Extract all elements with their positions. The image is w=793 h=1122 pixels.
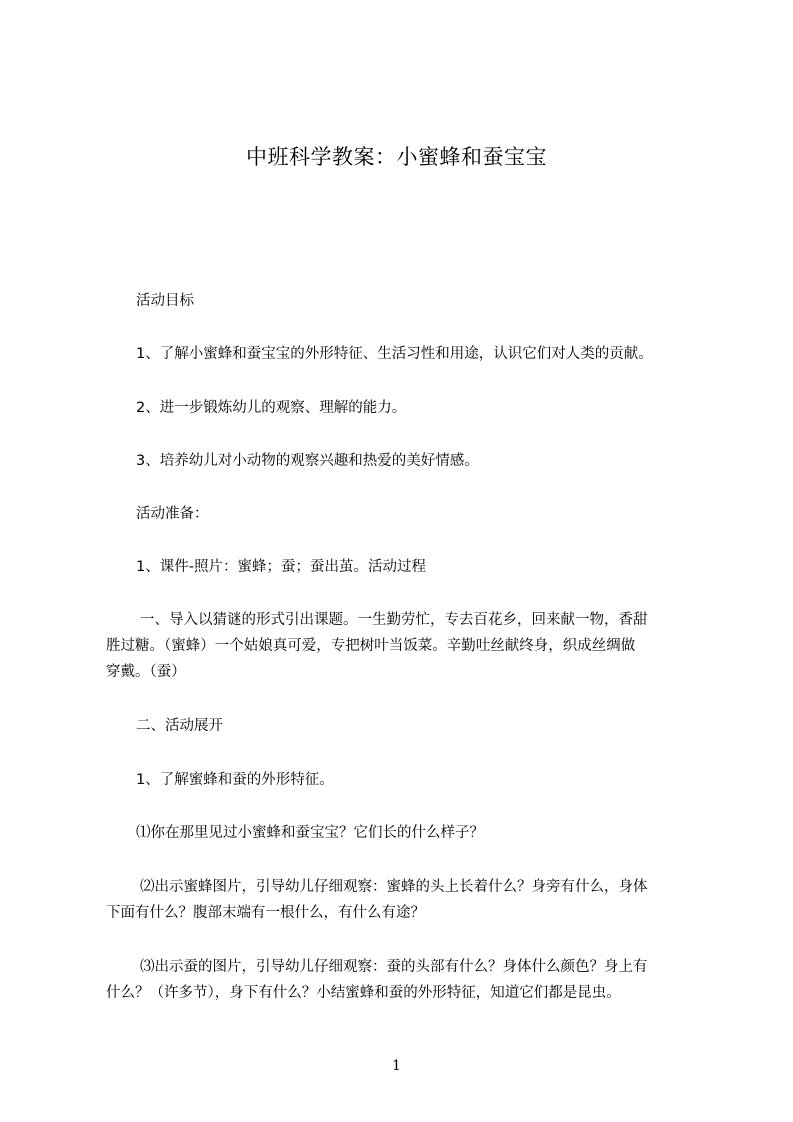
goal-item-1: 1、了解小蜜蜂和蚕宝宝的外形特征、生活习性和用途，认识它们对人类的贡献。: [136, 346, 653, 362]
intro-paragraph-line-1: 一、导入以猜谜的形式引出课题。一生勤劳忙，专去百花乡，回来献一物，香甜: [140, 612, 648, 628]
section-heading-preparation: 活动准备：: [136, 506, 209, 522]
intro-paragraph-line-2: 胜过糖。（蜜蜂）一个姑娘真可爱，专把树叶当饭菜。辛勤吐丝献终身，织成丝绸做: [106, 638, 636, 654]
activity-subitem-2-line-2: 下面有什么？腹部末端有一根什么，有什么有途？: [106, 905, 425, 921]
activity-item-1: 1、了解蜜蜂和蚕的外形特征。: [136, 772, 334, 788]
section-heading-goals: 活动目标: [136, 293, 194, 309]
section-heading-activity: 二、活动展开: [136, 718, 223, 734]
activity-subitem-1: ⑴你在那里见过小蜜蜂和蚕宝宝？它们长的什么样子？: [136, 825, 484, 841]
page-number: 1: [392, 1058, 401, 1074]
intro-paragraph-line-3: 穿戴。（蚕）: [106, 664, 186, 680]
goal-item-2: 2、进一步锻炼幼儿的观察、理解的能力。: [136, 400, 407, 416]
activity-subitem-3-line-2: 什么？（许多节），身下有什么？小结蜜蜂和蚕的外形特征，知道它们都是昆虫。: [106, 985, 621, 1001]
page-title: 中班科学教案：小蜜蜂和蚕宝宝: [246, 145, 547, 169]
goal-item-3: 3、培养幼儿对小动物的观察兴趣和热爱的美好情感。: [136, 453, 479, 469]
activity-subitem-3-line-1: ⑶出示蚕的图片，引导幼儿仔细观察：蚕的头部有什么？身体什么颜色？身上有: [140, 959, 648, 975]
activity-subitem-2-line-1: ⑵出示蜜蜂图片，引导幼儿仔细观察：蜜蜂的头上长着什么？身旁有什么，身体: [140, 879, 648, 895]
preparation-item-1: 1、课件-照片：蜜蜂；蚕；蚕出茧。活动过程: [136, 559, 426, 575]
